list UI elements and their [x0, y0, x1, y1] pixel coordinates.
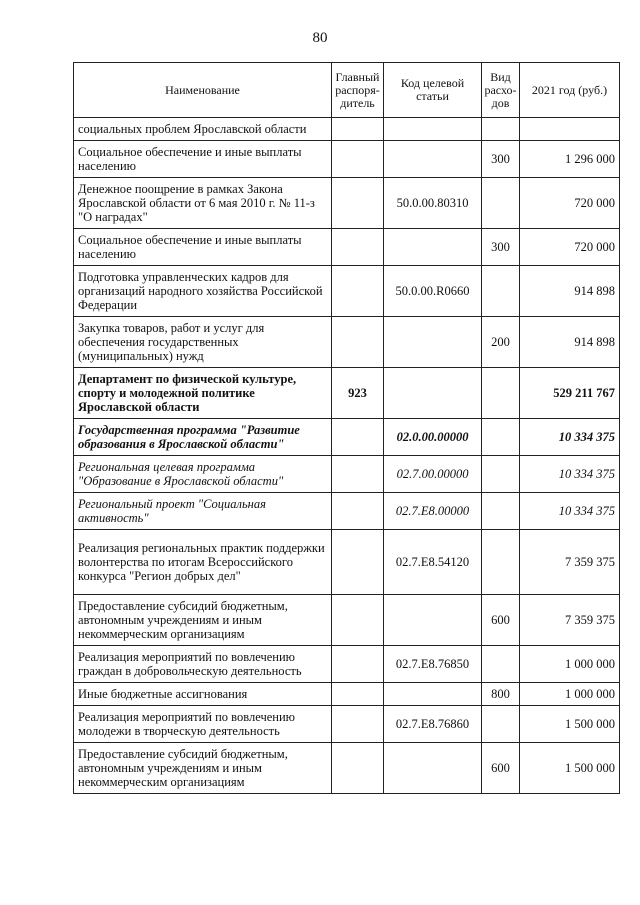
row-code-cell: 02.7.Е8.76850	[384, 646, 482, 683]
row-type-cell	[482, 646, 520, 683]
table-row	[74, 683, 620, 706]
header-code: Код целевой статьи	[384, 63, 482, 118]
row-amount-cell: 7 359 375	[520, 595, 620, 646]
row-type-cell	[482, 493, 520, 530]
row-name-cell: Реализация мероприятий по вовлечению молодежи в творческую деятельность	[74, 706, 332, 743]
table-row	[74, 493, 620, 530]
row-code-cell	[384, 368, 482, 419]
row-amount-cell: 1 000 000	[520, 646, 620, 683]
row-admin-cell	[332, 229, 384, 266]
row-name-cell: Реализация региональных практик поддержки волонтерства по итогам Всероссийского конкурса "Регион добрых дел"	[74, 530, 332, 595]
row-name-cell: Подготовка управленческих кадров для организаций народного хозяйства Российской Федерации	[74, 266, 332, 317]
table-row	[74, 743, 620, 794]
row-admin-cell: 923	[332, 368, 384, 419]
row-code-cell: 02.0.00.00000	[384, 419, 482, 456]
row-amount-cell	[520, 118, 620, 141]
row-code-cell	[384, 229, 482, 266]
header-admin: Главный распоря-дитель	[332, 63, 384, 118]
page-number: 80	[312, 30, 328, 46]
table-row	[74, 141, 620, 178]
row-name-cell: Реализация мероприятий по вовлечению граждан в добровольческую деятельность	[74, 646, 332, 683]
row-name-cell: Государственная программа "Развитие образования в Ярославской области"	[74, 419, 332, 456]
row-type-cell	[482, 266, 520, 317]
row-code-cell	[384, 141, 482, 178]
row-name-cell: Социальное обеспечение и иные выплаты населению	[74, 141, 332, 178]
row-type-cell: 800	[482, 683, 520, 706]
row-amount-cell: 1 296 000	[520, 141, 620, 178]
table-row	[74, 368, 620, 419]
row-admin-cell	[332, 178, 384, 229]
row-admin-cell	[332, 595, 384, 646]
row-admin-cell	[332, 456, 384, 493]
row-admin-cell	[332, 706, 384, 743]
row-name-cell: Региональная целевая программа "Образование в Ярославской области"	[74, 456, 332, 493]
row-code-cell	[384, 595, 482, 646]
row-code-cell: 50.0.00.80310	[384, 178, 482, 229]
table-row	[74, 229, 620, 266]
row-amount-cell: 10 334 375	[520, 419, 620, 456]
row-code-cell: 02.7.Е8.00000	[384, 493, 482, 530]
row-type-cell	[482, 118, 520, 141]
row-type-cell	[482, 419, 520, 456]
row-admin-cell	[332, 266, 384, 317]
table-row	[74, 646, 620, 683]
header-type: Вид расхо-дов	[482, 63, 520, 118]
row-type-cell	[482, 368, 520, 419]
budget-table	[73, 62, 620, 794]
row-name-cell: Предоставление субсидий бюджетным, автономным учреждениям и иным некоммерческим организациям	[74, 595, 332, 646]
row-type-cell: 600	[482, 743, 520, 794]
row-amount-cell: 720 000	[520, 229, 620, 266]
row-amount-cell: 10 334 375	[520, 493, 620, 530]
row-admin-cell	[332, 493, 384, 530]
table-row	[74, 419, 620, 456]
row-code-cell: 50.0.00.R0660	[384, 266, 482, 317]
row-code-cell: 02.7.Е8.76860	[384, 706, 482, 743]
row-name-cell: социальных проблем Ярославской области	[74, 118, 332, 141]
row-admin-cell	[332, 317, 384, 368]
row-amount-cell: 529 211 767	[520, 368, 620, 419]
row-amount-cell: 7 359 375	[520, 530, 620, 595]
row-admin-cell	[332, 118, 384, 141]
row-admin-cell	[332, 743, 384, 794]
row-name-cell: Департамент по физической культуре, спорту и молодежной политике Ярославской области	[74, 368, 332, 419]
row-admin-cell	[332, 530, 384, 595]
table-row	[74, 595, 620, 646]
row-admin-cell	[332, 419, 384, 456]
row-type-cell	[482, 530, 520, 595]
table-row	[74, 456, 620, 493]
row-code-cell	[384, 683, 482, 706]
row-type-cell: 300	[482, 141, 520, 178]
table-row	[74, 530, 620, 595]
row-code-cell	[384, 118, 482, 141]
row-admin-cell	[332, 683, 384, 706]
row-amount-cell: 1 500 000	[520, 706, 620, 743]
row-name-cell: Социальное обеспечение и иные выплаты населению	[74, 229, 332, 266]
row-name-cell: Региональный проект "Социальная активность"	[74, 493, 332, 530]
table-row	[74, 118, 620, 141]
table-body	[74, 118, 620, 794]
row-type-cell: 300	[482, 229, 520, 266]
row-name-cell: Предоставление субсидий бюджетным, автономным учреждениям и иным некоммерческим организациям	[74, 743, 332, 794]
row-amount-cell: 720 000	[520, 178, 620, 229]
row-amount-cell: 914 898	[520, 317, 620, 368]
row-amount-cell: 1 000 000	[520, 683, 620, 706]
row-amount-cell: 1 500 000	[520, 743, 620, 794]
row-type-cell	[482, 178, 520, 229]
row-amount-cell: 10 334 375	[520, 456, 620, 493]
table-row	[74, 266, 620, 317]
table-row	[74, 178, 620, 229]
table-row	[74, 706, 620, 743]
row-type-cell: 600	[482, 595, 520, 646]
row-type-cell: 200	[482, 317, 520, 368]
row-type-cell	[482, 456, 520, 493]
row-code-cell	[384, 743, 482, 794]
table-header-row	[74, 63, 620, 118]
row-code-cell	[384, 317, 482, 368]
row-admin-cell	[332, 646, 384, 683]
row-code-cell: 02.7.Е8.54120	[384, 530, 482, 595]
header-amount: 2021 год (руб.)	[520, 63, 620, 118]
row-name-cell: Закупка товаров, работ и услуг для обеспечения государственных (муниципальных) нужд	[74, 317, 332, 368]
row-name-cell: Иные бюджетные ассигнования	[74, 683, 332, 706]
table-row	[74, 317, 620, 368]
row-type-cell	[482, 706, 520, 743]
row-amount-cell: 914 898	[520, 266, 620, 317]
row-admin-cell	[332, 141, 384, 178]
row-name-cell: Денежное поощрение в рамках Закона Ярославской области от 6 мая 2010 г. № 11-з "О наградах"	[74, 178, 332, 229]
row-code-cell: 02.7.00.00000	[384, 456, 482, 493]
header-name: Наименование	[74, 63, 332, 118]
